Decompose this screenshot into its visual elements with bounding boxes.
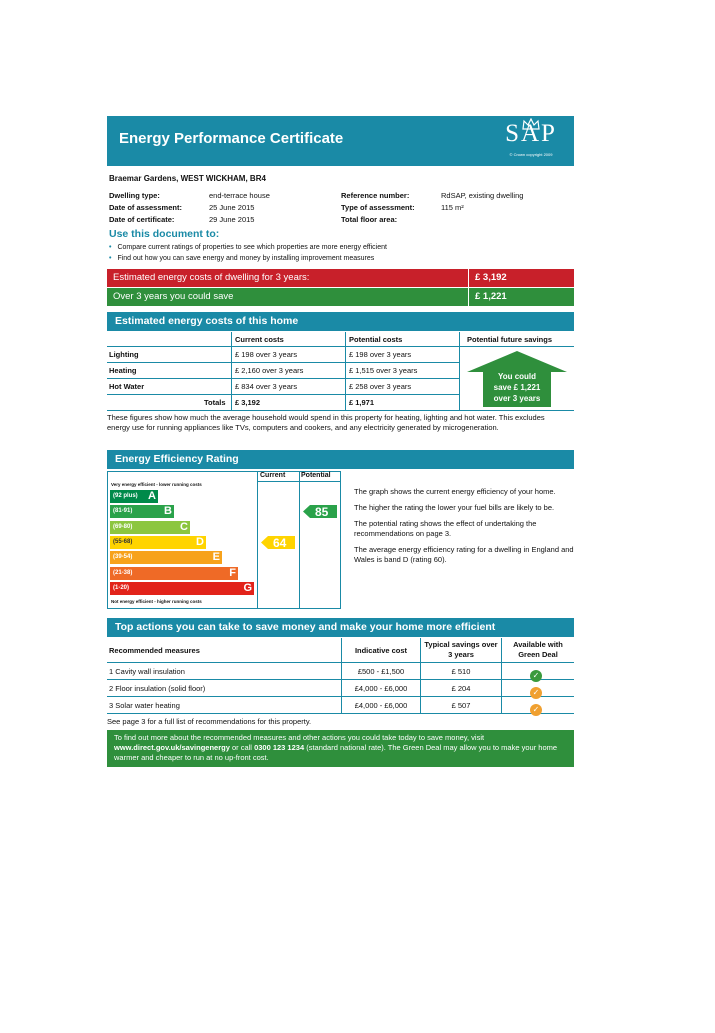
header-typical-savings: Typical savings over 3 years bbox=[424, 640, 498, 659]
floor-area-label: Total floor area: bbox=[341, 215, 398, 224]
page-title: Energy Performance Certificate bbox=[119, 130, 344, 147]
header-recommended-measures: Recommended measures bbox=[109, 646, 200, 655]
band-b bbox=[110, 505, 174, 518]
savings-arrow-text bbox=[483, 371, 551, 404]
savings-line-1: You could bbox=[497, 372, 537, 381]
band-letter: C bbox=[180, 520, 188, 533]
actions-footnote: See page 3 for a full list of recommendations for this property. bbox=[107, 717, 312, 726]
savings-line-2: save £ 1,221 bbox=[493, 383, 541, 392]
header-indicative-cost: Indicative cost bbox=[354, 646, 408, 655]
dwelling-type-value: end-terrace house bbox=[209, 191, 270, 200]
band-range-label: (81-91) bbox=[113, 508, 133, 515]
band-letter: E bbox=[212, 551, 220, 564]
band-range-label: (1-20) bbox=[113, 584, 130, 591]
green-deal-text: To find out more about the recommended measures and other actions you could take today to save money, visit bbox=[114, 733, 485, 742]
measure-1-cost: £500 - £1,500 bbox=[357, 667, 405, 676]
totals-current: £ 3,192 bbox=[235, 398, 261, 407]
potential-column-header: Potential bbox=[301, 472, 331, 479]
measure-1-saving: £ 510 bbox=[451, 667, 471, 676]
measure-1-green-deal bbox=[530, 665, 542, 683]
totals-label: Totals bbox=[204, 398, 226, 407]
band-letter: B bbox=[164, 505, 172, 518]
use-document-title: Use this document to: bbox=[109, 228, 220, 240]
totals-potential: £ 1,971 bbox=[349, 398, 375, 407]
date-certificate-label: Date of certificate: bbox=[109, 215, 175, 224]
bullet-item bbox=[109, 253, 387, 264]
band-letter: D bbox=[196, 535, 204, 548]
costs-section-title: Estimated energy costs of this home bbox=[115, 315, 299, 327]
band-letter: A bbox=[148, 490, 156, 502]
sap-logo bbox=[500, 120, 562, 162]
band-range-label: (39-54) bbox=[113, 554, 133, 561]
measure-2-green-deal bbox=[530, 682, 542, 700]
green-deal-box bbox=[107, 730, 574, 767]
rating-explanation bbox=[354, 487, 574, 565]
header-potential-savings: Potential future savings bbox=[467, 335, 553, 344]
estimated-cost-value: £ 3,192 bbox=[475, 272, 507, 283]
current-column-header: Current bbox=[260, 472, 286, 479]
band-letter: F bbox=[229, 566, 236, 579]
rating-paragraph: The potential rating shows the effect of undertaking the recommendations on page 3. bbox=[354, 519, 537, 538]
rating-paragraph: The average energy efficiency rating for a dwelling in England and Wales is band D (rating 60). bbox=[354, 545, 574, 564]
rating-value: 85 bbox=[315, 505, 329, 520]
measure-3-saving: £ 507 bbox=[451, 701, 471, 710]
measure-2: 2 Floor insulation (solid floor) bbox=[109, 684, 206, 693]
header-potential-costs: Potential costs bbox=[349, 335, 403, 344]
header-current-costs: Current costs bbox=[235, 335, 284, 344]
could-save-bar bbox=[107, 288, 574, 306]
property-address: Braemar Gardens, WEST WICKHAM, BR4 bbox=[109, 174, 266, 183]
band-range-label: (55-68) bbox=[113, 538, 133, 545]
measure-2-cost: £4,000 - £6,000 bbox=[354, 684, 408, 693]
rating-section-header bbox=[107, 450, 574, 469]
dwelling-type-label: Dwelling type: bbox=[109, 191, 160, 200]
could-save-value: £ 1,221 bbox=[475, 291, 507, 302]
date-assessment-value: 25 June 2015 bbox=[209, 203, 255, 212]
header-green-deal: Available with Green Deal bbox=[513, 640, 563, 659]
green-deal-link[interactable]: www.direct.gov.uk/savingenergy bbox=[114, 743, 230, 752]
band-a bbox=[110, 490, 158, 503]
band-range-label: (21-38) bbox=[113, 569, 133, 576]
measure-2-saving: £ 204 bbox=[451, 684, 471, 693]
bullet-text: Compare current ratings of properties to see which properties are more energy efficient bbox=[117, 244, 387, 251]
check-icon: ✓ bbox=[530, 670, 542, 682]
costs-section-header bbox=[107, 312, 574, 331]
heating-potential: £ 1,515 over 3 years bbox=[349, 366, 418, 375]
rating-paragraph: The graph shows the current energy efficiency of your home. bbox=[354, 487, 556, 496]
hot-water-potential: £ 258 over 3 years bbox=[349, 382, 412, 391]
band-c bbox=[110, 521, 190, 534]
measure-3-green-deal bbox=[530, 699, 542, 717]
green-deal-text: or call bbox=[229, 743, 255, 752]
check-icon: ✓ bbox=[530, 687, 542, 699]
use-document-bullets bbox=[109, 242, 387, 264]
floor-area-value: 115 m² bbox=[441, 203, 464, 212]
costs-table-area bbox=[107, 332, 574, 410]
rating-section-title: Energy Efficiency Rating bbox=[115, 453, 239, 465]
crown-icon bbox=[522, 118, 540, 130]
band-d bbox=[110, 536, 206, 549]
scale-top-caption: Very energy efficient - lower running costs bbox=[111, 482, 202, 487]
rating-chart bbox=[107, 471, 341, 609]
estimated-cost-bar bbox=[107, 269, 574, 287]
sap-copyright: © Crown copyright 2009 bbox=[509, 152, 553, 157]
reference-label: Reference number: bbox=[341, 191, 410, 200]
band-range-label: (92 plus) bbox=[113, 493, 138, 499]
sap-logo-text: SAP bbox=[505, 120, 557, 147]
measure-1: 1 Cavity wall insulation bbox=[109, 667, 185, 676]
info-left bbox=[109, 190, 182, 226]
type-assessment-value: RdSAP, existing dwelling bbox=[441, 191, 524, 200]
measure-3: 3 Solar water heating bbox=[109, 701, 180, 710]
green-deal-text: (standard national rate). The Green Deal may allow you to make your home warmer and cheaper to run at no up-front cost. bbox=[114, 743, 558, 762]
band-range-label: (69-80) bbox=[113, 523, 133, 530]
actions-table bbox=[107, 638, 574, 713]
rating-paragraph: The higher the rating the lower your fuel bills are likely to be. bbox=[354, 503, 555, 512]
could-save-label: Over 3 years you could save bbox=[113, 291, 234, 302]
actions-section-header bbox=[107, 618, 574, 637]
date-certificate-value: 29 June 2015 bbox=[209, 215, 255, 224]
green-deal-phone: 0300 123 1234 bbox=[254, 743, 305, 752]
info-left-values bbox=[209, 190, 270, 226]
measure-3-cost: £4,000 - £6,000 bbox=[354, 701, 408, 710]
current-rating-arrow bbox=[261, 536, 295, 549]
band-letter: G bbox=[243, 581, 252, 594]
bullet-icon: • bbox=[109, 244, 112, 251]
check-icon: ✓ bbox=[530, 704, 542, 716]
lighting-current: £ 198 over 3 years bbox=[235, 350, 298, 359]
band-g bbox=[110, 582, 254, 595]
rating-value: 64 bbox=[273, 535, 287, 550]
hot-water-current: £ 834 over 3 years bbox=[235, 382, 298, 391]
bullet-text: Find out how you can save energy and money by installing improvement measures bbox=[117, 255, 375, 262]
heating-current: £ 2,160 over 3 years bbox=[235, 366, 304, 375]
row-label-heating: Heating bbox=[109, 366, 137, 375]
info-right-values bbox=[441, 190, 523, 214]
band-f bbox=[110, 567, 238, 580]
estimated-cost-label: Estimated energy costs of dwelling for 3 years: bbox=[113, 272, 310, 283]
costs-note: These figures show how much the average household would spend in this property for heating, lighting and hot water. This excludes energy use for running appliances like TVs, computers and cookers, and any electricity generated by microgeneration. bbox=[107, 413, 545, 432]
lighting-potential: £ 198 over 3 years bbox=[349, 350, 412, 359]
actions-section-title: Top actions you can take to save money and make your home more efficient bbox=[115, 621, 496, 633]
date-assessment-label: Date of assessment: bbox=[109, 203, 182, 212]
savings-line-3: over 3 years bbox=[493, 394, 541, 403]
row-label-lighting: Lighting bbox=[109, 350, 139, 359]
scale-bottom-caption: Not energy efficient - higher running costs bbox=[111, 599, 202, 604]
bullet-icon: • bbox=[109, 255, 112, 262]
band-e bbox=[110, 551, 222, 564]
type-assessment-label: Type of assessment: bbox=[341, 203, 415, 212]
row-label-hot-water: Hot Water bbox=[109, 382, 145, 391]
info-right bbox=[341, 190, 415, 226]
potential-rating-arrow bbox=[303, 505, 337, 518]
bullet-item bbox=[109, 242, 387, 253]
header-banner bbox=[107, 116, 574, 166]
